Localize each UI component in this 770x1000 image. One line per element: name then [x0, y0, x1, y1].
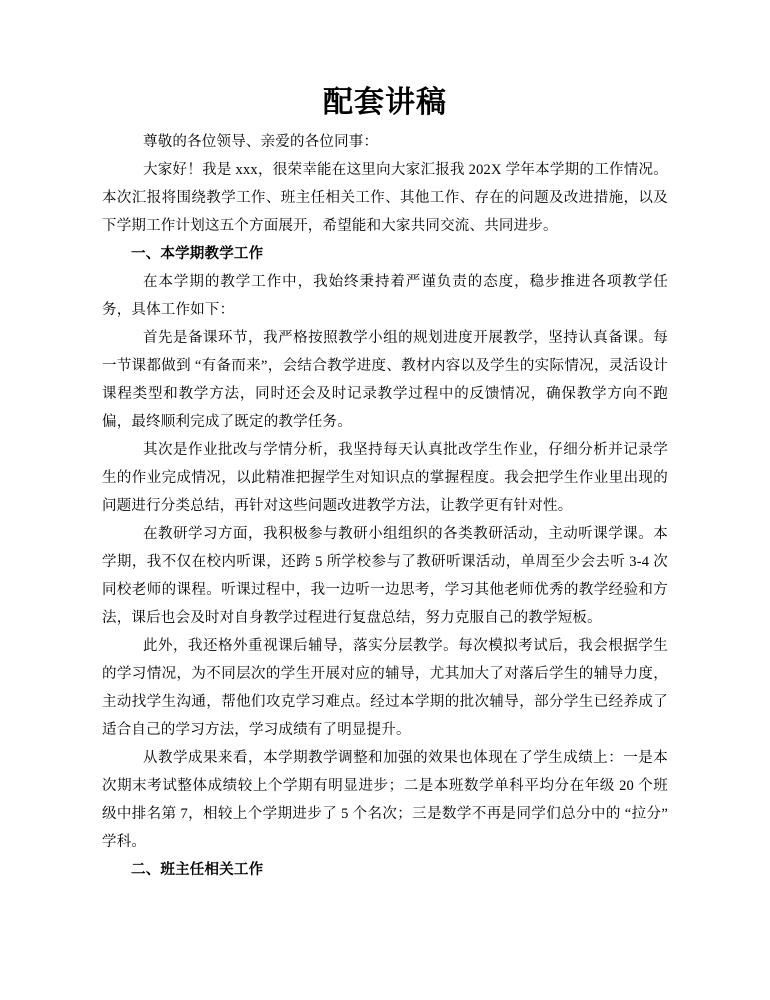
- paragraph-salutation: 尊敬的各位领导、亲爱的各位同事：: [143, 134, 379, 150]
- paragraph-lesson-preparation: 首先是备课环节，我严格按照教学小组的规划进度开展教学，坚持认真备课。每一节课都做到 “有备而来”，会结合教学进度、教材内容以及学生的实际情况，灵活设计课程类型和教学方法，同时还会及时记录教学过程中的反馈情况，确保教学方向不跑偏，最终顺利完成了既定的教学任务。: [102, 330, 668, 430]
- section-heading-head-teacher-work: 二、班主任相关工作: [131, 862, 264, 878]
- paragraph-intro: 大家好！我是 xxx，很荣幸能在这里向大家汇报我 202X 学年本学期的工作情况。本次汇报将围绕教学工作、班主任相关工作、其他工作、存在的问题及改进措施，以及下学期工作计划这五个方面展开，希望能和大家共同交流、共同进步。: [102, 162, 668, 234]
- paragraph-teaching-research: 在教研学习方面，我积极参与教研小组组织的各类教研活动，主动听课学课。本学期，我不仅在校内听课，还跨 5 所学校参与了教研听课活动，单周至少会去听 3-4 次同校老师的课程。听课过程中，我一边听一边思考，学习其他老师优秀的教学经验和方法，课后也会及时对自身教学过程进行复盘总结，努力克服自己的教学短板。: [102, 526, 668, 626]
- section-heading-teaching-work: 一、本学期教学工作: [131, 246, 264, 262]
- paragraph-teaching-overview: 在本学期的教学工作中，我始终秉持着严谨负责的态度，稳步推进各项教学任务，具体工作如下：: [102, 274, 668, 318]
- paragraph-after-class-tutoring: 此外，我还格外重视课后辅导，落实分层教学。每次模拟考试后，我会根据学生的学习情况，为不同层次的学生开展对应的辅导，尤其加大了对落后学生的辅导力度，主动找学生沟通，帮他们攻克学习难点。经过本学期的批次辅导，部分学生已经养成了适合自己的学习方法，学习成绩有了明显提升。: [102, 638, 668, 738]
- paragraph-homework-grading: 其次是作业批改与学情分析，我坚持每天认真批改学生作业，仔细分析并记录学生的作业完成情况，以此精准把握学生对知识点的掌握程度。我会把学生作业里出现的问题进行分类总结，再针对这些问题改进教学方法，让教学更有针对性。: [102, 442, 668, 514]
- doc-title: 配套讲稿: [323, 86, 447, 119]
- paragraph-teaching-results: 从教学成果来看，本学期教学调整和加强的效果也体现在了学生成绩上：一是本次期末考试整体成绩较上个学期有明显进步；二是本班数学单科平均分在年级 20 个班级中排名第 7，相较上个学期进步了 5 个名次；三是数学不再是同学们总分中的 “拉分” 学科。: [102, 750, 668, 850]
